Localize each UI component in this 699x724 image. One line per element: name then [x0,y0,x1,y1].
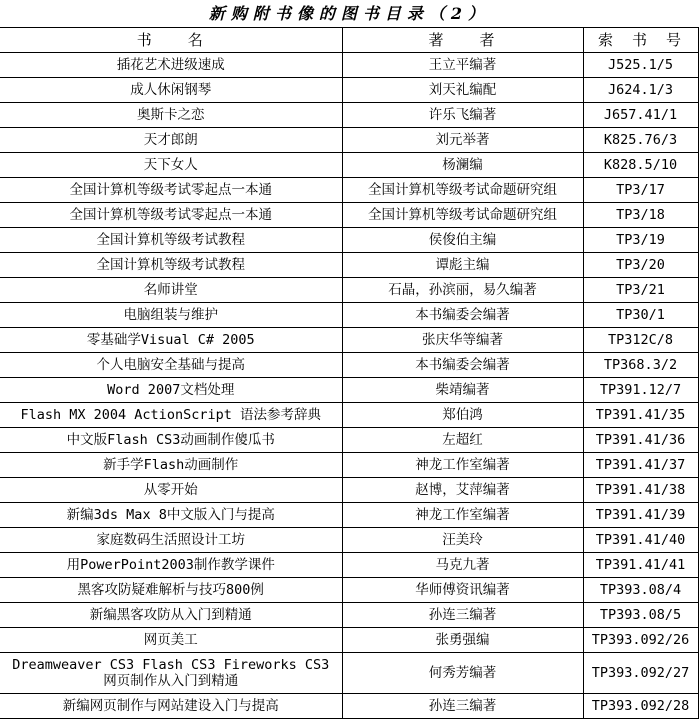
book-title: Flash MX 2004 ActionScript 语法参考辞典 [0,403,342,428]
book-author: 刘元举著 [342,128,583,153]
book-title: 插花艺术进级速成 [0,53,342,78]
book-author: 汪美玲 [342,528,583,553]
book-title: 全国计算机等级考试零起点一本通 [0,203,342,228]
book-author: 许乐飞编著 [342,103,583,128]
book-author: 孙连三编著 [342,694,583,719]
table-row [0,353,698,378]
table-row [0,578,698,603]
book-author: 郑伯鸿 [342,403,583,428]
call-number: TP391.41/40 [583,528,698,553]
call-number: TP391.41/41 [583,553,698,578]
table-row [0,428,698,453]
book-author: 张勇强编 [342,628,583,653]
book-title: 新手学Flash动画制作 [0,453,342,478]
call-number: TP312C/8 [583,328,698,353]
book-title: 新编黑客攻防从入门到精通 [0,603,342,628]
table-row [0,103,698,128]
book-title-line-1: Dreamweaver CS3 Flash CS3 Fireworks CS3 [12,657,330,673]
book-author: 神龙工作室编著 [342,453,583,478]
book-author: 何秀芳编著 [342,653,583,694]
header-call-number: 索 书 号 [583,28,698,53]
book-author: 马克九著 [342,553,583,578]
book-title: 成人休闲钢琴 [0,78,342,103]
book-title [0,653,342,694]
table-row [0,253,698,278]
call-number: K828.5/10 [583,153,698,178]
book-author: 华师傅资讯编著 [342,578,583,603]
table-row [0,503,698,528]
table-row [0,653,698,694]
book-author: 石晶，孙滨丽，易久编著 [342,278,583,303]
book-title: 家庭数码生活照设计工坊 [0,528,342,553]
call-number: TP3/20 [583,253,698,278]
table-row [0,628,698,653]
book-author: 柴靖编著 [342,378,583,403]
call-number: TP30/1 [583,303,698,328]
table-row [0,203,698,228]
book-title: 从零开始 [0,478,342,503]
book-title: 名师讲堂 [0,278,342,303]
book-title: 全国计算机等级考试教程 [0,253,342,278]
call-number: TP391.41/38 [583,478,698,503]
book-title: 天才郎朗 [0,128,342,153]
header-author: 著 者 [342,28,583,53]
table-row [0,178,698,203]
table-row [0,378,698,403]
book-author: 王立平编著 [342,53,583,78]
book-title: 全国计算机等级考试教程 [0,228,342,253]
book-title: 个人电脑安全基础与提高 [0,353,342,378]
book-title: 天下女人 [0,153,342,178]
book-title: Word 2007文档处理 [0,378,342,403]
table-row [0,403,698,428]
book-title: 网页美工 [0,628,342,653]
call-number: TP3/17 [583,178,698,203]
call-number: TP3/21 [583,278,698,303]
call-number: TP393.08/4 [583,578,698,603]
page-title: 新购附书像的图书目录（2） [208,4,491,23]
table-row [0,303,698,328]
call-number: TP391.41/35 [583,403,698,428]
book-title: 全国计算机等级考试零起点一本通 [0,178,342,203]
call-number: K825.76/3 [583,128,698,153]
call-number: J657.41/1 [583,103,698,128]
book-author: 张庆华等编著 [342,328,583,353]
book-author: 本书编委会编著 [342,353,583,378]
book-author: 刘天礼编配 [342,78,583,103]
call-number: TP3/19 [583,228,698,253]
book-author: 谭彪主编 [342,253,583,278]
table-row [0,228,698,253]
book-catalog-table [0,27,699,719]
table-row [0,153,698,178]
book-author: 神龙工作室编著 [342,503,583,528]
call-number: TP368.3/2 [583,353,698,378]
call-number: TP393.08/5 [583,603,698,628]
book-title: 零基础学Visual C# 2005 [0,328,342,353]
call-number: TP391.12/7 [583,378,698,403]
header-book-title: 书 名 [0,28,342,53]
call-number: J525.1/5 [583,53,698,78]
call-number: TP391.41/39 [583,503,698,528]
book-title: 用PowerPoint2003制作教学课件 [0,553,342,578]
book-author: 孙连三编著 [342,603,583,628]
book-title: 黑客攻防疑难解析与技巧800例 [0,578,342,603]
table-row [0,528,698,553]
book-title: 新编网页制作与网站建设入门与提高 [0,694,342,719]
book-author: 左超红 [342,428,583,453]
table-row [0,128,698,153]
table-row [0,328,698,353]
call-number: TP393.092/28 [583,694,698,719]
book-title-line-2: 网页制作从入门到精通 [103,673,239,689]
book-title: 中文版Flash CS3动画制作傻瓜书 [0,428,342,453]
table-row [0,694,698,719]
table-row [0,78,698,103]
table-row [0,53,698,78]
book-author: 赵博，艾萍编著 [342,478,583,503]
book-author: 全国计算机等级考试命题研究组 [342,203,583,228]
call-number: TP3/18 [583,203,698,228]
book-title: 新编3ds Max 8中文版入门与提高 [0,503,342,528]
table-header-row [0,28,698,53]
table-row [0,453,698,478]
call-number: J624.1/3 [583,78,698,103]
book-author: 杨澜编 [342,153,583,178]
book-title: 电脑组装与维护 [0,303,342,328]
call-number: TP391.41/37 [583,453,698,478]
call-number: TP391.41/36 [583,428,698,453]
table-row [0,478,698,503]
book-author: 侯俊伯主编 [342,228,583,253]
book-author: 本书编委会编著 [342,303,583,328]
call-number: TP393.092/26 [583,628,698,653]
table-row [0,603,698,628]
book-author: 全国计算机等级考试命题研究组 [342,178,583,203]
table-row [0,278,698,303]
book-title: 奥斯卡之恋 [0,103,342,128]
table-row [0,553,698,578]
call-number: TP393.092/27 [583,653,698,694]
